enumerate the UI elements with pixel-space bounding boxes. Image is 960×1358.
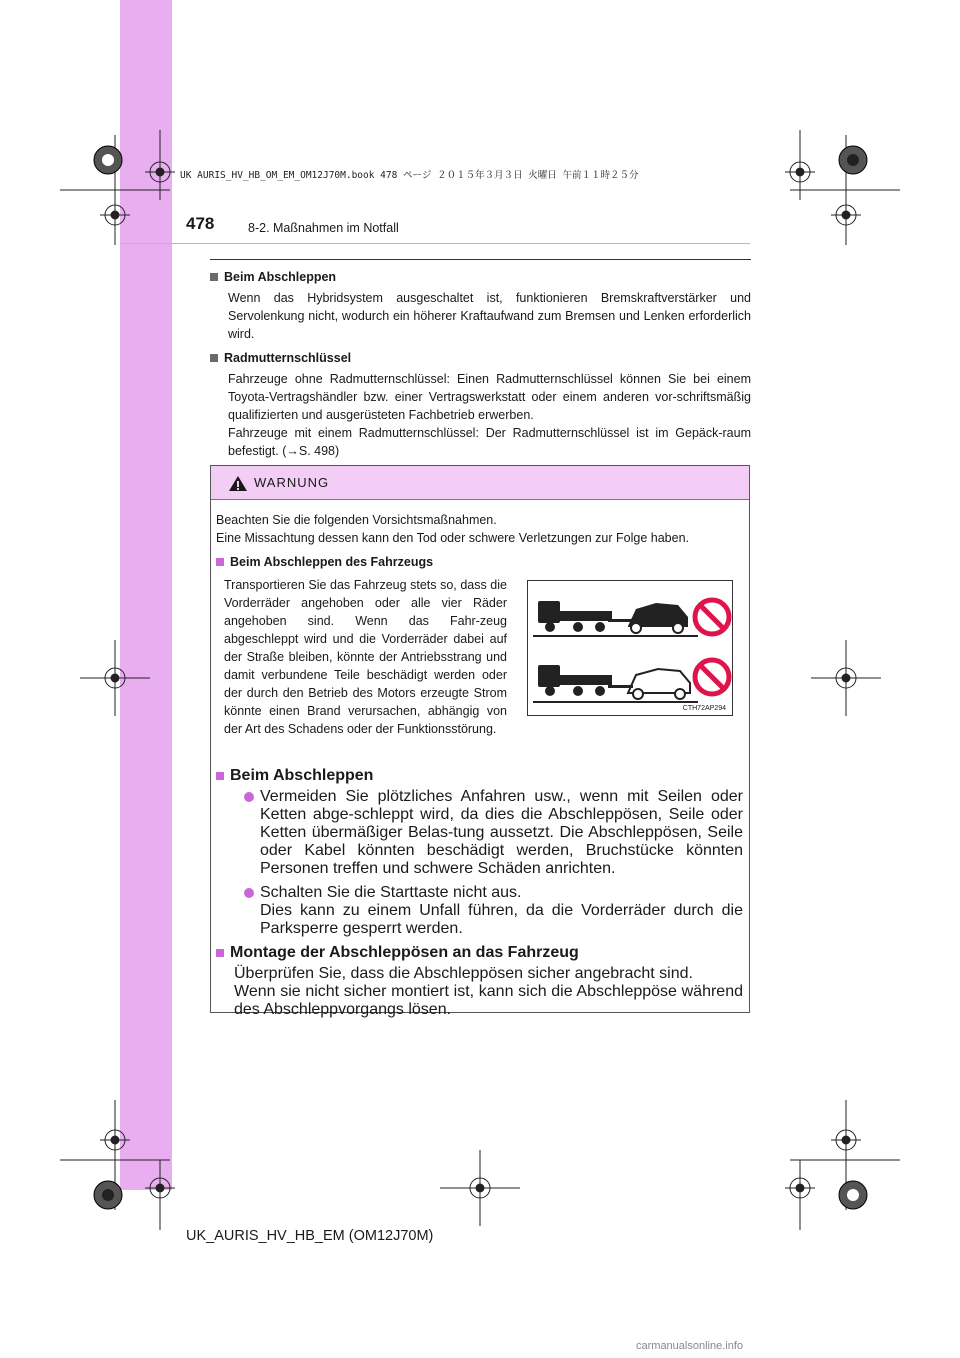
warning-body [216, 511, 743, 571]
section-paragraph: Fahrzeuge mit einem Radmutternschlüssel: Der Radmutternschlüssel ist im Gepäck-raum befestigt. (→S. 498) [228, 426, 751, 458]
warning-triangle-icon [228, 475, 248, 492]
section-wrench [210, 349, 751, 460]
tow-instructions: Transportieren Sie das Fahrzeug stets so, dass die Vorderräder angehoben oder alle vier Räder angehoben sind. Wenn das Fahr-zeug abgeschleppt wird und die Vorderräder dabei auf der Straße bleiben, könnte der Antriebsstrang und damit verbundene Teile beschädigt werden oder der durch den Betrieb des Motors erzeugte Strom könnte einen Brand verursachen, abhängig von der Art des Schadens oder der Funktionsstörung. [224, 578, 507, 736]
warning-header [211, 466, 749, 500]
warning-box [210, 465, 750, 1018]
warning-title: WARNUNG [254, 475, 330, 490]
tow-illustration [527, 580, 733, 716]
content-rule [210, 259, 751, 260]
footer-code: UK_AURIS_HV_HB_EM (OM12J70M) [186, 1228, 434, 1244]
watermark: carmanualsonline.info [636, 1340, 744, 1352]
section-title: 8-2. Maßnahmen im Notfall [248, 221, 399, 235]
montage-text [234, 965, 743, 1019]
warning-lower [216, 767, 743, 1019]
square-bullet-icon [216, 558, 224, 566]
bullet-item: Schalten Sie die Starttaste nicht aus. Dies kann zu einem Unfall führen, da die Vorderräder durch die Parksperre gesperrt werden. [244, 884, 743, 938]
body-text [210, 268, 751, 460]
section-heading: Radmutternschlüssel [210, 349, 751, 367]
page-number: 478 [186, 214, 215, 233]
bullet-item: Vermeiden Sie plötzliches Anfahren usw., wenn mit Seilen oder Ketten abge-schleppt wird, da dies die Abschleppösen, Seile oder Ketten übermäßiger Belas-tung aussetzt. Die Abschleppösen, Seile oder Kabel könnten beschädigt werden, Bruchstücke könnten Personen treffen und schwere Schäden anrichten. [244, 788, 743, 878]
warning-subheading: Montage der Abschleppösen an das Fahrzeug [216, 944, 743, 962]
square-bullet-icon [210, 354, 218, 362]
tow-truck-illustration [528, 581, 732, 715]
header-rule [120, 243, 750, 244]
section-heading: Beim Abschleppen [210, 268, 751, 286]
section-towing [210, 268, 751, 343]
figure-code: CTH72AP294 [682, 705, 726, 712]
montage-line: Wenn sie nicht sicher montiert ist, kann sich die Abschleppöse während des Abschleppvorgangs lösen. [234, 983, 743, 1018]
warning-intro-line: Beachten Sie die folgenden Vorsichtsmaßnahmen. [216, 513, 497, 527]
square-bullet-icon [216, 949, 224, 957]
section-paragraph: Wenn das Hybridsystem ausgeschaltet ist, funktionieren Bremskraftverstärker und Servolenkung nicht, wodurch ein höherer Kraftaufwand zum Bremsen und Lenken erforderlich wird. [228, 291, 751, 341]
bullet-dot-icon [244, 792, 254, 802]
bullet-dot-icon [244, 888, 254, 898]
section-paragraph: Fahrzeuge ohne Radmutternschlüssel: Einen Radmutternschlüssel können Sie bei einem Toyota-Vertragshändler bzw. einer Vertragswerkstatt oder einem anderen vor-schriftsmäßig qualifizierten und ausgerüsteten Fachbetrieb erwerben. [228, 372, 751, 422]
book-stamp: UK AURIS_HV_HB_OM_EM_OM12J70M.book 478 ページ ２０１５年３月３日 火曜日 午前１１時２５分 [180, 170, 639, 181]
warning-subheading: Beim Abschleppen [216, 767, 743, 785]
warning-intro-line: Eine Missachtung dessen kann den Tod oder schwere Verletzungen zur Folge haben. [216, 531, 689, 545]
square-bullet-icon [210, 273, 218, 281]
montage-line: Überprüfen Sie, dass die Abschleppösen sicher angebracht sind. [234, 965, 693, 982]
warning-subheading: Beim Abschleppen des Fahrzeugs [216, 553, 743, 571]
square-bullet-icon [216, 772, 224, 780]
